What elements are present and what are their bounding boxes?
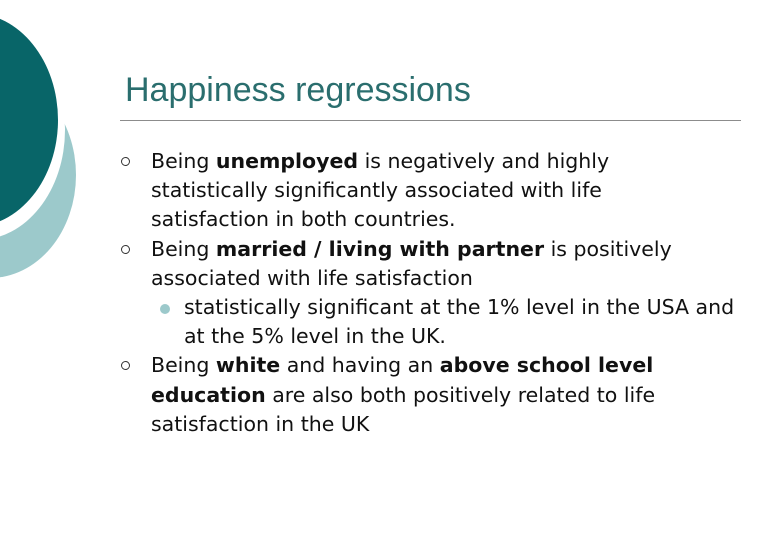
bullet-item-married — [0, 235, 711, 293]
bullet-item-unemployed — [0, 147, 711, 235]
bullet-text-mid: and having an — [280, 353, 440, 378]
bullet-text-bold-2: above school level education — [151, 353, 654, 407]
bullet-text-bold: white — [215, 353, 281, 378]
title-divider — [120, 120, 741, 121]
hollow-circle-bullet-icon — [121, 157, 130, 166]
bullet-text-pre: Being — [151, 149, 216, 173]
hollow-circle-bullet-icon — [121, 361, 130, 370]
bullet-text-bold: unemployed — [215, 149, 359, 173]
filled-circle-bullet-icon — [160, 304, 170, 314]
sub-bullet-text: statistically significant at the 1% level in the USA and at the 5% level in the UK. — [184, 295, 735, 349]
bullet-text-pre: Being — [151, 236, 216, 261]
bullet-item-white-education — [0, 351, 711, 439]
bullet-text-post: is negatively and highly statistically significantly associated with life satisfaction in both countries. — [151, 149, 610, 232]
bullet-list — [0, 147, 780, 439]
bullet-text-bold: married / living with partner — [215, 236, 545, 261]
sub-bullet-item-significance — [0, 293, 744, 351]
bullet-text-pre: Being — [151, 353, 216, 378]
bullet-text-post: is positively associated with life satisfaction — [151, 236, 672, 290]
bullet-text-post: are also both positively related to life satisfaction in the UK — [151, 382, 656, 436]
slide-title: Happiness regressions — [125, 71, 471, 109]
hollow-circle-bullet-icon — [121, 245, 130, 254]
